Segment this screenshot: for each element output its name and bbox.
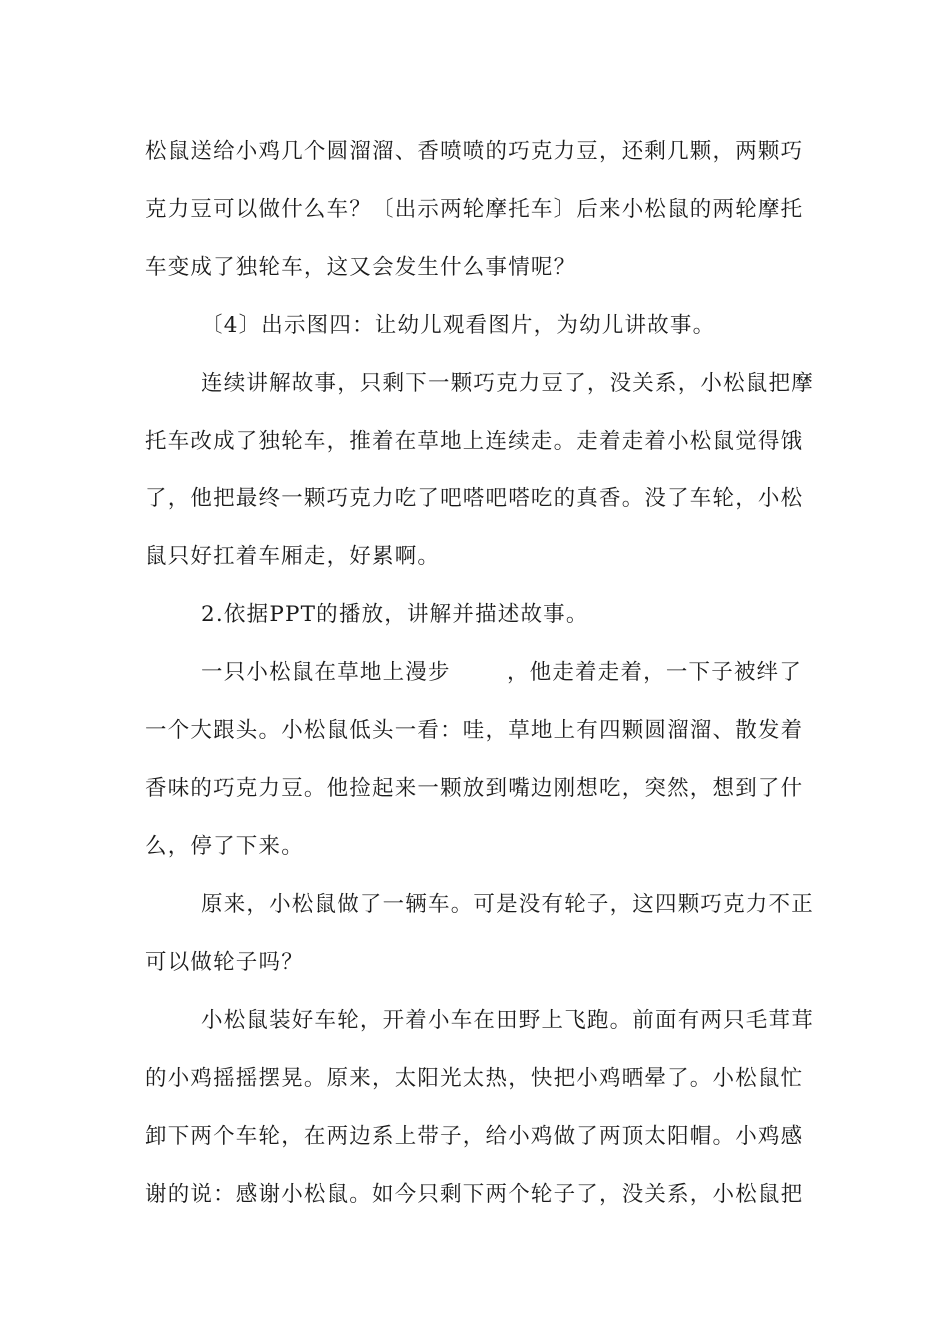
text-line: 松鼠送给小鸡几个圆溜溜、香喷喷的巧克力豆，还剩几颗，两颗巧	[145, 139, 804, 164]
text-line: 卸下两个车轮，在两边系上带子，给小鸡做了两顶太阳帽。小鸡感	[145, 1124, 804, 1149]
text-line: 的小鸡摇摇摆晃。原来，太阳光太热，快把小鸡晒晕了。小松鼠忙	[145, 1066, 804, 1091]
text-line: 2.依据PPT的播放，讲解并描述故事。	[201, 602, 589, 627]
text-line: 么，停了下来。	[145, 834, 304, 859]
text-line: 可以做轮子吗？	[145, 950, 304, 975]
text-line: 克力豆可以做什么车？〔出示两轮摩托车〕后来小松鼠的两轮摩托	[145, 197, 804, 222]
text-line: 连续讲解故事，只剩下一颗巧克力豆了，没关系，小松鼠把摩	[201, 371, 814, 396]
text-line: 一个大跟头。小松鼠低头一看：哇，草地上有四颗圆溜溜、散发着	[145, 718, 804, 743]
text-line: 鼠只好扛着车厢走，好累啊。	[145, 544, 441, 569]
text-line: 车变成了独轮车，这又会发生什么事情呢？	[145, 255, 577, 280]
text-line: 香味的巧克力豆。他捡起来一颗放到嘴边刚想吃，突然，想到了什	[145, 776, 804, 801]
text-line: 原来，小松鼠做了一辆车。可是没有轮子，这四颗巧克力不正	[201, 892, 814, 917]
text-line: 了，他把最终一颗巧克力吃了吧嗒吧嗒吃的真香。没了车轮，小松	[145, 486, 804, 511]
text-line: 〔4〕出示图四：让幼儿观看图片，为幼儿讲故事。	[201, 313, 716, 338]
text-line: 谢的说：感谢小松鼠。如今只剩下两个轮子了，没关系，小松鼠把	[145, 1182, 804, 1207]
text-line: 托车改成了独轮车，推着在草地上连续走。走着走着小松鼠觉得饿	[145, 429, 804, 454]
text-line: 小松鼠装好车轮，开着小车在田野上飞跑。前面有两只毛茸茸	[201, 1008, 814, 1033]
text-line: 一只小松鼠在草地上漫步 ，他走着走着，一下子被绊了	[201, 660, 803, 685]
